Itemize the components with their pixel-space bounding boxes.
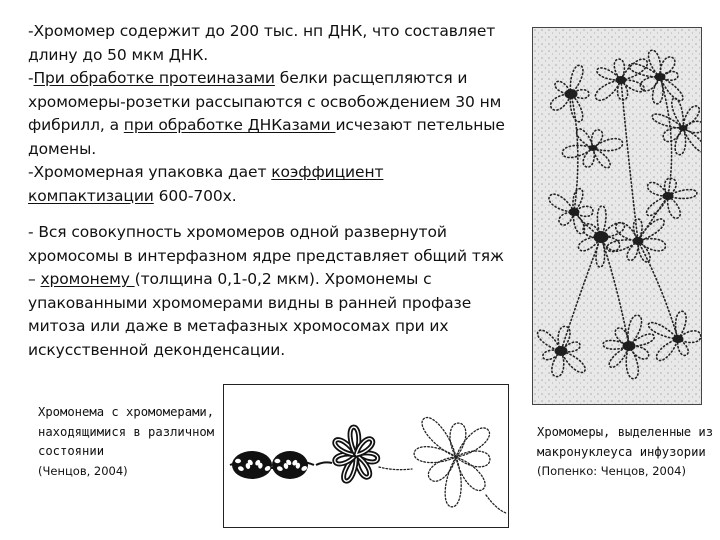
paragraph-gap — [28, 208, 506, 221]
text-protease-underlined: При обработке протеиназами — [33, 69, 275, 87]
text-chromonema-underlined: хромонему — [40, 270, 135, 288]
chromomere-micrograph — [532, 27, 702, 405]
micrograph-chromomere-knot — [555, 346, 568, 356]
paragraph-compaction — [28, 161, 506, 208]
main-text-block — [28, 20, 506, 362]
text-dnase-suffix: исчезают петельные домены. — [28, 116, 505, 158]
micrograph-chromomere-knot — [589, 145, 598, 151]
text-protease-mid: белки расщепляются и хромомеры-розетки рассыпаются с освобождением 30 нм фибрилл, а — [28, 69, 502, 134]
chromonema-diagram — [223, 384, 509, 528]
micrograph-chromomere-knot — [633, 237, 644, 245]
condensed-chromomeres — [230, 427, 378, 481]
diagram-fiber — [316, 462, 332, 465]
diagram-fiber-dashed — [486, 495, 506, 513]
text-compaction-prefix: -Хромомерная упаковка дает — [28, 163, 272, 181]
text-chromomere-size: -Хромомер содержит до 200 тыс. нп ДНК, что составляет длину до 50 мкм ДНК. — [28, 22, 496, 64]
caption-chromomeres — [537, 423, 715, 482]
diagram-open-loop — [422, 418, 456, 457]
text-chromonema-prefix: - Вся совокупность хромомеров одной развернутой хромосомы в интерфазном ядре представляет общий тяж – — [28, 223, 504, 288]
paragraph-protease-treatment — [28, 67, 506, 161]
caption-chromomeres-text: Хромомеры, выделенные из макронуклеуса инфузории — [537, 425, 714, 459]
paragraph-chromomere-size — [28, 20, 506, 67]
diagram-open-loop — [456, 428, 490, 457]
diagram-svg — [224, 385, 509, 528]
text-compaction-suffix: 600-700х. — [153, 186, 237, 205]
diagram-condensed-chromomere — [232, 451, 272, 479]
diagram-open-loop — [445, 457, 461, 507]
micrograph-chromomere-knot — [565, 89, 578, 99]
text-dash: - — [28, 69, 34, 87]
caption-chromomeres-source: (Попенко: Ченцов, 2004) — [537, 464, 686, 478]
micrograph-chromomere-knot — [655, 73, 666, 81]
micrograph-chromomere-knot — [673, 335, 684, 343]
caption-chromonema — [38, 403, 218, 481]
micrograph-chromomere-knot — [594, 231, 609, 243]
micrograph-chromomere-knot — [569, 208, 580, 216]
micrograph-chromomere-knot — [616, 76, 627, 84]
micrograph-chromomere-knot — [623, 341, 636, 351]
diagram-chromomere-texture — [235, 459, 241, 463]
micrograph-svg — [533, 28, 702, 405]
diagram-fiber-dashed — [379, 467, 412, 470]
diagram-open-loop — [428, 457, 456, 481]
paragraph-chromonema — [28, 221, 506, 362]
diagram-chromomere-texture — [274, 459, 280, 463]
loop-domains — [379, 418, 506, 513]
text-dnase-underlined: при обработке ДНКазами — [123, 116, 336, 134]
text-compaction-underlined: коэффициент компактизации — [28, 163, 384, 205]
text-chromonema-suffix: (толщина 0,1-0,2 мкм). Хромонемы с упакованными хромомерами видны в ранней профазе митоза или даже в метафазных хромосомах при их искусственной деконденсации. — [28, 270, 472, 359]
diagram-open-loop — [414, 447, 456, 463]
caption-chromonema-source: (Ченцов, 2004) — [38, 463, 128, 478]
caption-chromonema-text: Хромонема с хромомерами, находящимися в различном состоянии — [38, 405, 215, 458]
micrograph-chromomere-knot — [679, 125, 688, 131]
micrograph-chromomere-knot — [663, 192, 674, 200]
